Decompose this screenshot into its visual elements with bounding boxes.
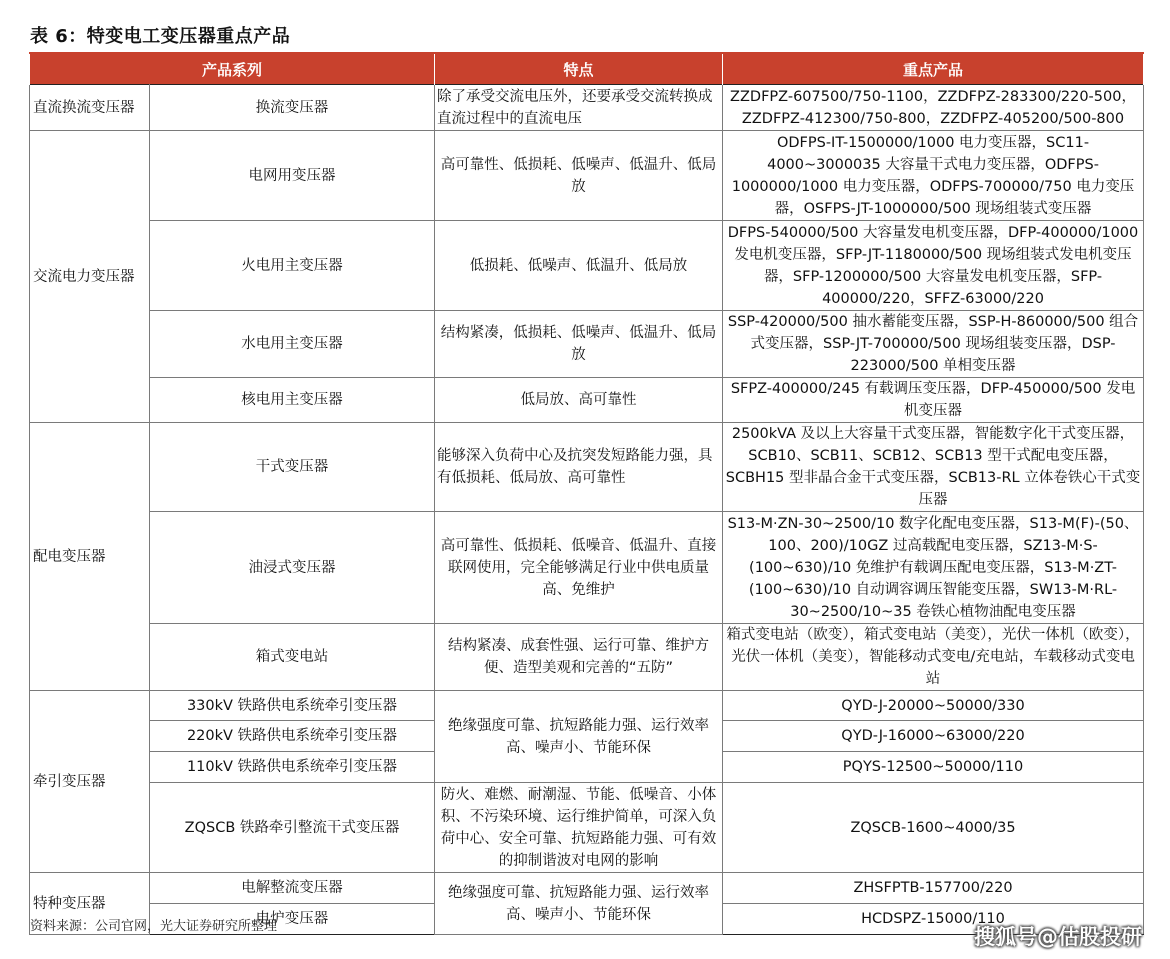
products-cell: QYD-J-16000~63000/220 — [723, 721, 1144, 752]
group-cell: 牵引变压器 — [30, 691, 150, 873]
group-cell: 直流换流变压器 — [30, 85, 150, 131]
feature-cell: 绝缘强度可靠、抗短路能力强、运行效率高、噪声小、节能环保 — [435, 873, 723, 935]
table-title: 表 6：特变电工变压器重点产品 — [30, 26, 291, 47]
group-cell: 交流电力变压器 — [30, 131, 150, 423]
subcategory-cell: 箱式变电站 — [150, 624, 435, 691]
products-cell: PQYS-12500~50000/110 — [723, 752, 1144, 783]
table-row — [30, 221, 1144, 311]
feature-cell: 低局放、高可靠性 — [435, 378, 723, 423]
subcategory-cell: 火电用主变压器 — [150, 221, 435, 311]
group-cell: 配电变压器 — [30, 423, 150, 691]
subcategory-cell: 油浸式变压器 — [150, 512, 435, 624]
header-products: 重点产品 — [723, 53, 1144, 85]
subcategory-cell: 电炉变压器 — [150, 904, 435, 935]
subcategory-cell: 110kV 铁路供电系统牵引变压器 — [150, 752, 435, 783]
group-cell: 特种变压器 — [30, 873, 150, 935]
subcategory-cell: 220kV 铁路供电系统牵引变压器 — [150, 721, 435, 752]
table-row — [30, 512, 1144, 624]
subcategory-cell: 电解整流变压器 — [150, 873, 435, 904]
header-features: 特点 — [435, 53, 723, 85]
products-cell: ZZDFPZ-607500/750-1100，ZZDFPZ-283300/220-500，ZZDFPZ-412300/750-800，ZZDFPZ-405200/500-800 — [723, 85, 1144, 131]
products-cell: S13-M·ZN-30~2500/10 数字化配电变压器，S13-M(F)-(50、100、200)/10GZ 过高载配电变压器，SZ13-M·S-(100~630)/10 免维护有载调压配电变压器，S13-M·ZT-(100~630)/10 自动调容调压智能变压器，SW13-M·RL-30~2500/10~35 卷铁心植物油配电变压器 — [723, 512, 1144, 624]
feature-cell: 防火、难燃、耐潮湿、节能、低噪音、小体积、不污染环境、运行维护简单，可深入负荷中心、安全可靠、抗短路能力强、可有效的抑制谐波对电网的影响 — [435, 783, 723, 873]
table-row — [30, 85, 1144, 131]
subcategory-cell: 电网用变压器 — [150, 131, 435, 221]
table-header-row — [30, 53, 1144, 85]
feature-cell: 结构紧凑，低损耗、低噪声、低温升、低局放 — [435, 311, 723, 378]
table-row — [30, 783, 1144, 873]
feature-cell: 低损耗、低噪声、低温升、低局放 — [435, 221, 723, 311]
products-cell: SFPZ-400000/245 有载调压变压器，DFP-450000/500 发电机变压器 — [723, 378, 1144, 423]
table-row — [30, 131, 1144, 221]
table-row — [30, 311, 1144, 378]
table-row — [30, 873, 1144, 904]
products-cell: DFPS-540000/500 大容量发电机变压器，DFP-400000/1000 发电机变压器，SFP-JT-1180000/500 现场组装式发电机变压器，SFP-1200000/500 大容量发电机变压器，SFP-400000/220，SFFZ-63000/220 — [723, 221, 1144, 311]
products-cell: ODFPS-IT-1500000/1000 电力变压器，SC11-4000~3000035 大容量干式电力变压器，ODFPS-1000000/1000 电力变压器，ODFPS-700000/750 电力变压器，OSFPS-JT-1000000/500 现场组装式变压器 — [723, 131, 1144, 221]
products-cell: HCDSPZ-15000/110 — [723, 904, 1144, 935]
source-note: 资料来源：公司官网，光大证券研究所整理 — [30, 919, 278, 934]
table-row — [30, 378, 1144, 423]
table-row — [30, 624, 1144, 691]
subcategory-cell: 干式变压器 — [150, 423, 435, 512]
products-cell: SSP-420000/500 抽水蓄能变压器，SSP-H-860000/500 组合式变压器，SSP-JT-700000/500 现场组装变压器，DSP-223000/500 单相变压器 — [723, 311, 1144, 378]
subcategory-cell: 330kV 铁路供电系统牵引变压器 — [150, 691, 435, 721]
products-cell: 箱式变电站（欧变），箱式变电站（美变），光伏一体机（欧变），光伏一体机（美变），智能移动式变电/充电站，车载移动式变电站 — [723, 624, 1144, 691]
feature-cell: 除了承受交流电压外，还要承受交流转换成直流过程中的直流电压 — [435, 85, 723, 131]
product-table — [29, 52, 1144, 935]
subcategory-cell: 水电用主变压器 — [150, 311, 435, 378]
watermark: 搜狐号@估股投研 — [974, 925, 1142, 949]
products-cell: 2500kVA 及以上大容量干式变压器，智能数字化干式变压器，SCB10、SCB11、SCB12、SCB13 型干式配电变压器，SCBH15 型非晶合金干式变压器，SCB13-RL 立体卷铁心干式变压器 — [723, 423, 1144, 512]
feature-cell: 结构紧凑、成套性强、运行可靠、维护方便、造型美观和完善的“五防” — [435, 624, 723, 691]
table-row — [30, 423, 1144, 512]
products-cell: ZQSCB-1600~4000/35 — [723, 783, 1144, 873]
products-cell: ZHSFPTB-157700/220 — [723, 873, 1144, 904]
feature-cell: 绝缘强度可靠、抗短路能力强、运行效率高、噪声小、节能环保 — [435, 691, 723, 783]
products-cell: QYD-J-20000~50000/330 — [723, 691, 1144, 721]
feature-cell: 高可靠性、低损耗、低噪声、低温升、低局放 — [435, 131, 723, 221]
subcategory-cell: ZQSCB 铁路牵引整流干式变压器 — [150, 783, 435, 873]
subcategory-cell: 核电用主变压器 — [150, 378, 435, 423]
feature-cell: 能够深入负荷中心及抗突发短路能力强，具有低损耗、低局放、高可靠性 — [435, 423, 723, 512]
subcategory-cell: 换流变压器 — [150, 85, 435, 131]
header-series: 产品系列 — [30, 53, 435, 85]
feature-cell: 高可靠性、低损耗、低噪音、低温升、直接联网使用，完全能够满足行业中供电质量高、免维护 — [435, 512, 723, 624]
table-row — [30, 691, 1144, 721]
